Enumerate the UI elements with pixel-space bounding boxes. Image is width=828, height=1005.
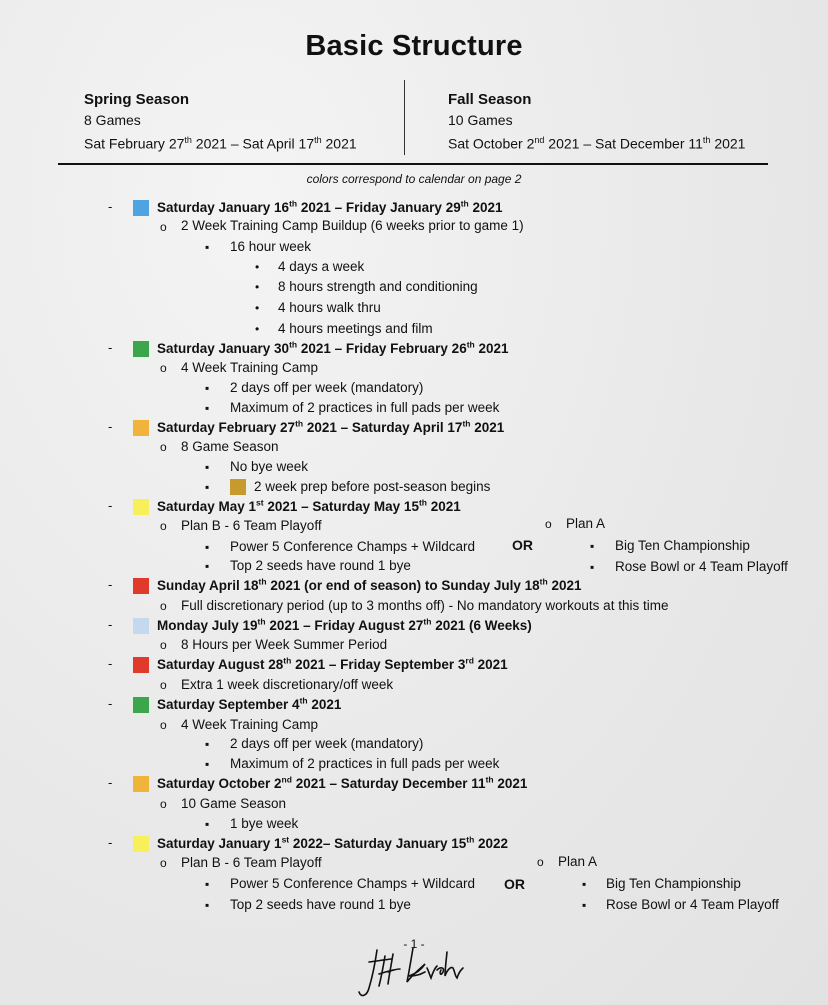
header-rule	[58, 163, 768, 165]
list-item: No bye week	[230, 459, 309, 474]
green-color-square-icon	[133, 697, 149, 713]
hollow-bullet-icon: o	[160, 797, 167, 811]
hollow-bullet-icon: o	[545, 517, 552, 531]
list-item: Power 5 Conference Champs + Wildcard	[230, 539, 475, 554]
list-item: Power 5 Conference Champs + Wildcard	[230, 876, 475, 891]
list-item: 8 Game Season	[181, 439, 279, 454]
hollow-bullet-icon: o	[160, 220, 167, 234]
list-item: 10 Game Season	[181, 796, 287, 811]
square-bullet-icon: ▪	[205, 817, 210, 831]
list-item: 8 hours strength and conditioning	[278, 279, 478, 294]
plan-b-heading: Plan B - 6 Team Playoff	[181, 855, 322, 870]
spring-season-heading: Spring Season	[84, 91, 190, 108]
dash-bullet: -	[108, 577, 113, 592]
plan-a-heading: Plan A	[566, 516, 606, 531]
orange-color-square-icon	[133, 776, 149, 792]
hollow-bullet-icon: o	[537, 855, 544, 869]
list-item: Rose Bowl or 4 Team Playoff	[615, 559, 788, 574]
dash-bullet: -	[108, 617, 113, 632]
yellow-color-square-icon	[133, 499, 149, 515]
list-item: 4 days a week	[278, 259, 365, 274]
spring-season-dates: Sat February 27th 2021 – Sat April 17th 2021	[84, 135, 357, 152]
square-bullet-icon: ▪	[205, 877, 210, 891]
square-bullet-icon: ▪	[205, 480, 210, 494]
square-bullet-icon: ▪	[205, 240, 210, 254]
spring-season-summary	[84, 90, 357, 154]
light-blue-color-square-icon	[133, 618, 149, 634]
list-item: 4 hours meetings and film	[278, 321, 433, 336]
fall-games-count: 10 Games	[448, 112, 513, 128]
square-bullet-icon: ▪	[582, 877, 587, 891]
list-item: 2 days off per week (mandatory)	[230, 736, 424, 751]
square-bullet-icon: ▪	[205, 898, 210, 912]
dash-bullet: -	[108, 498, 113, 513]
list-item: Full discretionary period (up to 3 months off) - No mandatory workouts at this time	[181, 598, 669, 613]
list-item: 1 bye week	[230, 816, 299, 831]
round-bullet-icon: •	[255, 301, 260, 315]
square-bullet-icon: ▪	[582, 898, 587, 912]
season-divider	[404, 80, 405, 155]
or-label: OR	[504, 876, 525, 892]
square-bullet-icon: ▪	[590, 539, 595, 553]
period-heading-apr18: Sunday April 18th 2021 (or end of season) to Sunday July 18th 2021	[157, 576, 582, 593]
list-item: 8 Hours per Week Summer Period	[181, 637, 388, 652]
square-bullet-icon: ▪	[205, 757, 210, 771]
hollow-bullet-icon: o	[160, 718, 167, 732]
dash-bullet: -	[108, 419, 113, 434]
dash-bullet: -	[108, 199, 113, 214]
period-heading-jul19: Monday July 19th 2021 – Friday August 27th 2021 (6 Weeks)	[157, 616, 532, 633]
list-item: Maximum of 2 practices in full pads per week	[230, 756, 500, 771]
round-bullet-icon: •	[255, 322, 260, 336]
red-color-square-icon	[133, 578, 149, 594]
dash-bullet: -	[108, 696, 113, 711]
period-heading-sep4: Saturday September 4th 2021	[157, 695, 342, 712]
period-heading-jan1-2022: Saturday January 1st 2022– Saturday January 15th 2022	[157, 834, 509, 851]
list-item: 4 hours walk thru	[278, 300, 381, 315]
list-item: Maximum of 2 practices in full pads per week	[230, 400, 500, 415]
hollow-bullet-icon: o	[160, 638, 167, 652]
period-heading-aug28: Saturday August 28th 2021 – Friday September 3rd 2021	[157, 655, 508, 672]
period-heading-jan16: Saturday January 16th 2021 – Friday January 29th 2021	[157, 198, 503, 215]
hollow-bullet-icon: o	[160, 519, 167, 533]
hollow-bullet-icon: o	[160, 856, 167, 870]
square-bullet-icon: ▪	[205, 381, 210, 395]
list-item: Top 2 seeds have round 1 bye	[230, 897, 411, 912]
round-bullet-icon: •	[255, 280, 260, 294]
dash-bullet: -	[108, 775, 113, 790]
green-color-square-icon	[133, 341, 149, 357]
list-item: 2 days off per week (mandatory)	[230, 380, 424, 395]
list-item: 2 Week Training Camp Buildup (6 weeks prior to game 1)	[181, 218, 524, 233]
square-bullet-icon: ▪	[205, 559, 210, 573]
square-bullet-icon: ▪	[205, 737, 210, 751]
fall-season-summary	[448, 90, 745, 154]
list-item: Big Ten Championship	[606, 876, 741, 891]
blue-color-square-icon	[133, 200, 149, 216]
fall-season-dates: Sat October 2nd 2021 – Sat December 11th 2021	[448, 135, 746, 152]
red-color-square-icon	[133, 657, 149, 673]
list-item: Extra 1 week discretionary/off week	[181, 677, 394, 692]
plan-b-heading: Plan B - 6 Team Playoff	[181, 518, 322, 533]
square-bullet-icon: ▪	[205, 460, 210, 474]
hollow-bullet-icon: o	[160, 440, 167, 454]
dash-bullet: -	[108, 340, 113, 355]
plan-a-heading: Plan A	[558, 854, 598, 869]
hollow-bullet-icon: o	[160, 599, 167, 613]
gold-color-square-icon	[230, 479, 246, 495]
period-heading-jan30: Saturday January 30th 2021 – Friday February 26th 2021	[157, 339, 509, 356]
square-bullet-icon: ▪	[205, 401, 210, 415]
dash-bullet: -	[108, 835, 113, 850]
page-title: Basic Structure	[305, 30, 523, 62]
period-heading-may1: Saturday May 1st 2021 – Saturday May 15th 2021	[157, 497, 461, 514]
list-item: 4 Week Training Camp	[181, 717, 319, 732]
page-number: - 1 -	[403, 937, 425, 951]
yellow-color-square-icon	[133, 836, 149, 852]
round-bullet-icon: •	[255, 260, 260, 274]
fall-season-heading: Fall Season	[448, 91, 532, 108]
list-item: 2 week prep before post-season begins	[254, 479, 491, 494]
square-bullet-icon: ▪	[590, 560, 595, 574]
square-bullet-icon: ▪	[205, 540, 210, 554]
period-heading-oct2: Saturday October 2nd 2021 – Saturday December 11th 2021	[157, 774, 528, 791]
color-legend-note: colors correspond to calendar on page 2	[306, 172, 522, 186]
signature	[355, 944, 465, 1002]
list-item: 4 Week Training Camp	[181, 360, 319, 375]
period-heading-feb27: Saturday February 27th 2021 – Saturday April 17th 2021	[157, 418, 505, 435]
orange-color-square-icon	[133, 420, 149, 436]
list-item: 16 hour week	[230, 239, 312, 254]
list-item: Top 2 seeds have round 1 bye	[230, 558, 411, 573]
hollow-bullet-icon: o	[160, 678, 167, 692]
spring-games-count: 8 Games	[84, 112, 141, 128]
list-item: Big Ten Championship	[615, 538, 750, 553]
list-item: Rose Bowl or 4 Team Playoff	[606, 897, 779, 912]
dash-bullet: -	[108, 656, 113, 671]
or-label: OR	[512, 537, 533, 553]
hollow-bullet-icon: o	[160, 361, 167, 375]
